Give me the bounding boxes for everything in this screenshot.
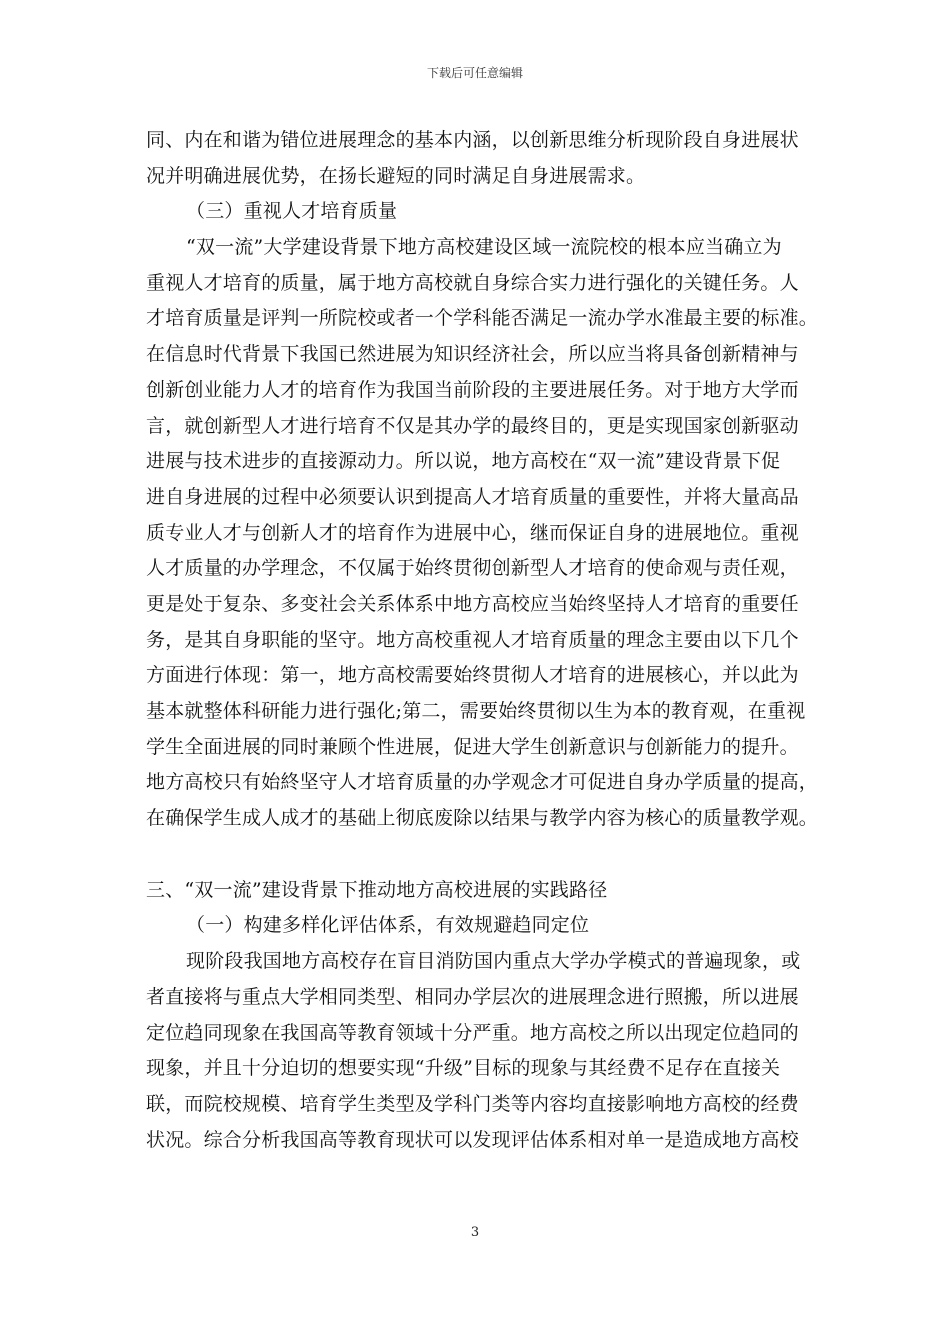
page-number: 3: [470, 1225, 480, 1240]
text-line: 现象，并且十分迫切的想要实现“升级”目标的现象与其经费不足存在直接关: [146, 1057, 781, 1080]
paragraph-evaluation-system: [146, 944, 808, 1158]
paragraph-talent-quality: [146, 230, 819, 837]
page-header: 下载后可任意编辑: [426, 66, 523, 80]
section-heading-3: 三、“双一流”建设背景下推动地方高校进展的实践路径: [146, 878, 608, 901]
paragraph-continuation: [146, 123, 808, 194]
text-line: 地方高校只有始終坚守人才培育质量的办学观念才可促进自身办学质量的提高，: [146, 771, 819, 794]
text-line: 在确保学生成人成才的基础上彻底废除以结果与教学内容为核心的质量教学观。: [146, 807, 819, 830]
text-line: 进自身进展的过程中必须要认识到提高人才培育质量的重要性，并将大量高品: [146, 485, 799, 508]
text-line: 才培育质量是评判一所院校或者一个学科能否满足一流办学水准最主要的标准。: [146, 307, 819, 330]
text-line: 人才质量的办学理念，不仅属于始终贯彻创新型人才培育的使命观与责任观，: [146, 557, 799, 580]
text-line: 更是处于复杂、多变社会关系体系中地方高校应当始终坚持人才培育的重要任: [146, 592, 799, 615]
text-line: 现阶段我国地方高校存在盲目消防国内重点大学办学模式的普遍现象，或: [186, 950, 801, 973]
text-line: 况并明确进展优势，在扬长避短的同时满足自身进展需求。: [146, 164, 646, 187]
text-line: 定位趋同现象在我国高等教育领域十分严重。地方高校之所以出现定位趋同的: [146, 1021, 799, 1044]
document-body: [146, 123, 819, 1158]
text-line: “双一流”大学建设背景下地方高校建设区域一流院校的根本应当确立为: [186, 236, 782, 259]
text-line: 在信息时代背景下我国已然进展为知识经济社会，所以应当将具备创新精神与: [146, 343, 799, 366]
text-line: 同、内在和谐为错位进展理念的基本内涵，以创新思维分析现阶段自身进展状: [146, 129, 799, 151]
text-line: 创新创业能力人才的培育作为我国当前阶段的主要进展任务。对于地方大学而: [146, 378, 799, 401]
text-line: 基本就整体科研能力进行强化;第二，需要始终贯彻以生为本的教育观，在重视: [146, 700, 806, 722]
text-line: 质专业人才与创新人才的培育作为进展中心，继而保证自身的进展地位。重视: [146, 521, 799, 544]
text-line: 务，是其自身职能的坚守。地方高校重视人才培育质量的理念主要由以下几个: [146, 628, 799, 651]
text-line: 方面进行体现：第一，地方高校需要始终贯彻人才培育的进展核心，并以此为: [146, 664, 799, 687]
paragraph-spacer: [146, 837, 808, 873]
text-line: 者直接将与重点大学相同类型、相同办学层次的进展理念进行照搬，所以进展: [146, 985, 799, 1008]
text-line: 进展与技术进步的直接源动力。所以说，地方高校在“双一流”建设背景下促: [146, 450, 781, 473]
subsection-heading-1: （一）构建多样化评估体系，有效规避趋同定位: [186, 914, 590, 937]
text-line: 学生全面进展的同时兼顾个性进展，促进大学生创新意识与创新能力的提升。: [146, 735, 799, 758]
subsection-heading-3: （三）重视人才培育质量: [186, 200, 398, 223]
text-line: 状况。综合分析我国高等教育现状可以发现评估体系相对单一是造成地方高校: [146, 1128, 799, 1151]
text-line: 联，而院校规模、培育学生类型及学科门类等内容均直接影响地方高校的经费: [146, 1092, 799, 1115]
text-line: 重视人才培育的质量，属于地方高校就自身综合实力进行强化的关键任务。人: [146, 271, 799, 294]
text-line: 言，就创新型人才进行培育不仅是其办学的最终目的，更是实现国家创新驱动: [146, 414, 799, 437]
